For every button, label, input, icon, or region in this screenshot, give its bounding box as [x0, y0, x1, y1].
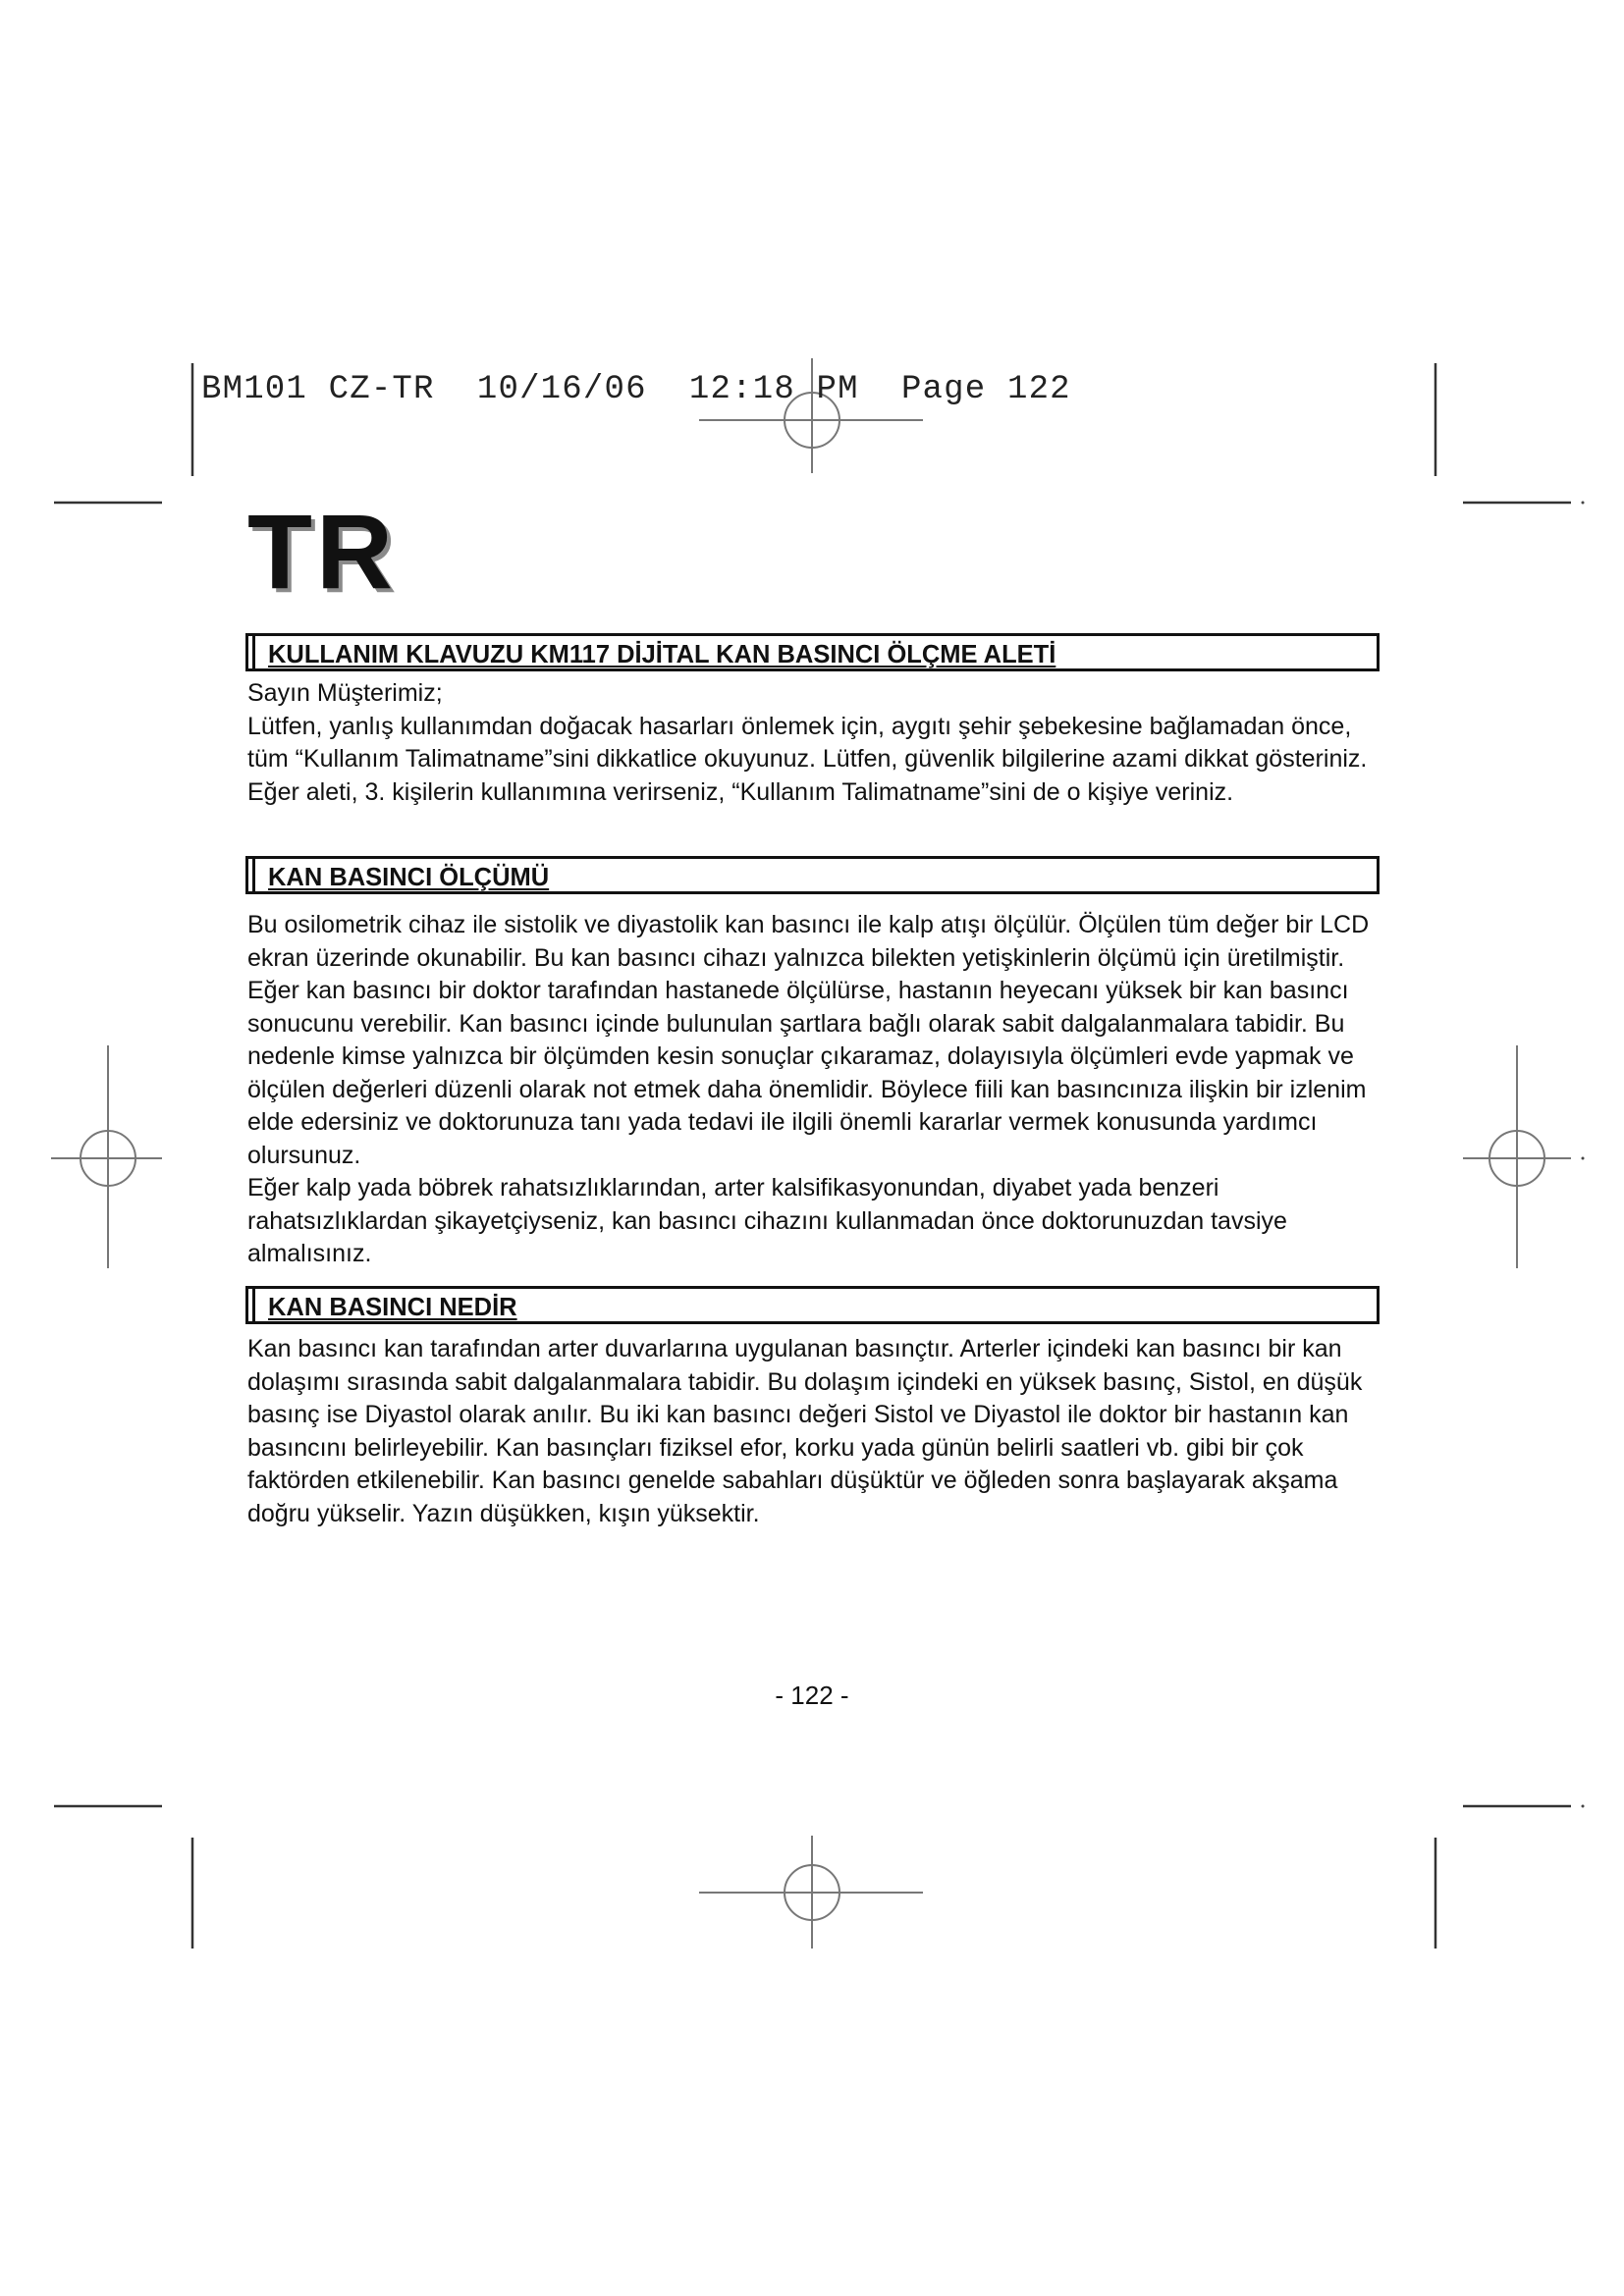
section-body-definition — [247, 1333, 1396, 1530]
section-heading-measurement-text: KAN BASINCI ÖLÇÜMÜ — [268, 864, 550, 891]
section-heading-definition — [245, 1286, 1380, 1324]
measurement-paragraph-1: Bu osilometrik cihaz ile sistolik ve diyastolik kan basıncı ile kalp atışı ölçülür. Ölçülen tüm değer bir LCD ekran üzerinde okunabilir. Bu kan basıncı cihazı yalnızca bilekten yetişkinlerin ölçümü için üretilmiştir. Eğer kan basıncı bir doktor tarafından hastanede ölçülürse, hastanın heyecanı yüksek bir kan basıncı sonucunu verebilir. Kan basıncı içinde bulunulan şartlara bağlı olarak sabit dalgalanmalara tabidir. Bu nedenle kimse yalnızca bir ölçümden kesin sonuçlar çıkaramaz, dolayısıyla ölçümleri evde yapmak ve ölçülen değerleri düzenli olarak not etmek daha önemlidir. Böylece fiili kan basıncınıza ilişkin bir izlenim elde edersiniz ve doktorunuza tanı yada tedavi ile ilgili önemli kararlar vermek konusunda yardımcı olursunuz. — [247, 911, 1370, 1169]
section-heading-manual — [245, 633, 1380, 671]
section-heading-manual-text: KULLANIM KLAVUZU KM117 DİJİTAL KAN BASINCI ÖLÇME ALETİ — [268, 641, 1056, 668]
language-code: TR — [247, 492, 397, 611]
slug-page: Page 122 — [900, 371, 1071, 408]
manual-paragraph: Lütfen, yanlış kullanımdan doğacak hasarları önlemek için, aygıtı şehir şebekesine bağlamadan önce, tüm “Kullanım Talimatname”sini dikkatlice okuyunuz. Lütfen, güvenlik bilgilerine azami dikkat gösteriniz. Eğer aleti, 3. kişilerin kullanımına verirseniz, “Kullanım Talimatname”sini de o kişiye veriniz. — [247, 712, 1368, 806]
slug-date: 10/16/06 — [476, 371, 647, 408]
slug-time: 12:18 PM — [688, 371, 859, 408]
measurement-paragraph-2: Eğer kalp yada böbrek rahatsızlıklarından, arter kalsifikasyonundan, diyabet yada benzeri rahatsızlıklardan şikayetçiyseniz, kan basıncı cihazını kullanmadan önce doktorunuzdan tavsiye almalısınız. — [247, 1174, 1287, 1267]
slug-file: BM101 CZ-TR — [201, 371, 435, 408]
greeting: Sayın Müşterimiz; — [247, 679, 443, 707]
definition-paragraph: Kan basıncı kan tarafından arter duvarlarına uygulanan basınçtır. Arterler içindeki kan basıncı bir kan dolaşımı sırasında sabit dalgalanmalara tabidir. Bu dolaşım içindeki en yüksek basınç, Sistol, en düşük basınç ise Diyastol olarak anılır. Bu iki kan basıncı değeri Sistol ve Diyastol ile doktor bir hastanın kan basıncını belirleyebilir. Kan basınçları fiziksel efor, korku yada günün belirli saatleri vb. gibi bir çok faktörden etkilenebilir. Kan basıncı genelde sabahları düşüktür ve öğleden sonra başlayarak akşama doğru yükselir. Yazın düşükken, kışın yüksektir. — [247, 1335, 1363, 1527]
print-slug — [201, 371, 1071, 408]
section-body-manual — [247, 677, 1396, 809]
page-number: - 122 - — [775, 1681, 849, 1710]
section-heading-measurement — [245, 856, 1380, 894]
section-body-measurement — [247, 909, 1396, 1271]
section-heading-definition-text: KAN BASINCI NEDİR — [268, 1294, 517, 1321]
